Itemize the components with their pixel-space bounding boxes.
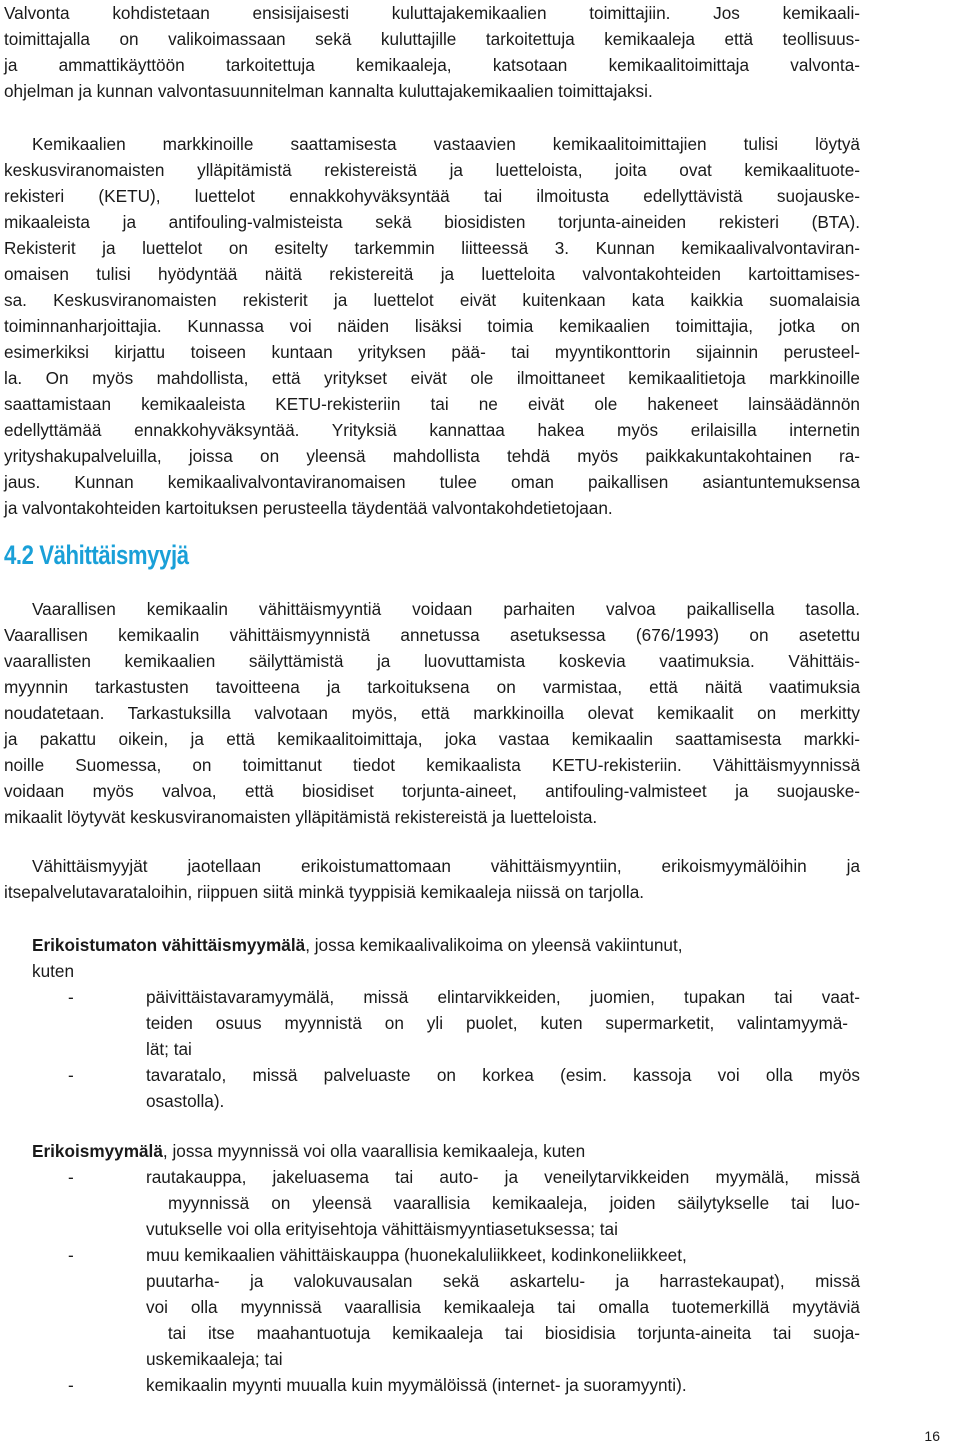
text-line: vaarallisten kemikaalien säilyttämistä ja luovuttamista koskevia vaatimuksia. Vähittäis- bbox=[4, 651, 860, 671]
bold-term: Erikoistumaton vähittäismyymälä bbox=[32, 935, 306, 955]
list-dash: - bbox=[68, 1167, 74, 1187]
list-item-line: myynnissä on yleensä vaarallisia kemikaaleja, joiden säilytykselle tai luo- bbox=[146, 1193, 860, 1213]
text-line: noille Suomessa, on toimittanut tiedot kemikaalista KETU-rekisteriin. Vähittäismyynnissä bbox=[4, 755, 860, 775]
text-line: yrityshakupalveluilla, joissa on yleensä mahdollista tehdä myös paikkakuntakohtainen ra- bbox=[4, 446, 860, 466]
text-line: jaus. Kunnan kemikaalivalvontaviranomaisen tulee oman paikallisen asiantuntemuksensa bbox=[4, 472, 860, 492]
text-line: rekisteri (KETU), luettelot ennakkohyväksyntää tai ilmoitusta edellyttävistä suojauske- bbox=[4, 186, 860, 206]
text-line: ohjelman ja kunnan valvontasuunnitelman kannalta kuluttajakemikaalien toimittajaksi. bbox=[4, 81, 653, 101]
text-line: toimittajalla on valikoimassaan sekä kuluttajille tarkoitettuja kemikaaleja että teollisuus- bbox=[4, 29, 860, 49]
text-line: la. On myös mahdollista, että yritykset eivät ole ilmoittaneet kemikaalitietoja markkinoille bbox=[4, 368, 860, 388]
text-line: ja ammattikäyttöön tarkoitettuja kemikaaleja, katsotaan kemikaalitoimittaja valvonta- bbox=[4, 55, 860, 75]
list-dash: - bbox=[68, 1245, 74, 1265]
text-line: mikaaleista ja antifouling-valmisteista sekä biosidisten torjunta-aineiden rekisteri (BTA). bbox=[4, 212, 860, 232]
text-line: itsepalvelutavarataloihin, riippuen siitä minkä tyyppisiä kemikaaleja niissä on tarjolla. bbox=[4, 882, 645, 902]
text-line: ja pakattu oikein, ja että kemikaalitoimittaja, joka vastaa kemikaalin saattamisesta markki- bbox=[4, 729, 860, 749]
list-item-line: voi olla myynnissä vaarallisia kemikaaleja tai omalla tuotemerkillä myytäviä bbox=[146, 1297, 860, 1317]
list-intro bbox=[32, 932, 683, 958]
text-line: Vaarallisen kemikaalin vähittäismyyntiä voidaan parhaiten valvoa paikallisella tasolla. bbox=[32, 599, 860, 619]
list-intro bbox=[32, 1138, 585, 1164]
text-line: myynnin tarkastusten tavoitteena ja tarkoituksena on varmistaa, että näitä vaatimuksia bbox=[4, 677, 860, 697]
list-item-line: rautakauppa, jakeluasema tai auto- ja veneilytarvikkeiden myymälä, missä bbox=[146, 1167, 860, 1187]
list-dash: - bbox=[68, 1065, 74, 1085]
text-line: edellyttämää ennakkohyväksyntää. Yrityksiä kannattaa hakea myös erilaisilla internetin bbox=[4, 420, 860, 440]
list-item-line: puutarha- ja valokuvausalan sekä askartelu- ja harrastekaupat), missä bbox=[146, 1271, 860, 1291]
text-line: kuten bbox=[32, 961, 75, 981]
list-item-line: vutukselle voi olla erityisehtoja vähittäismyyntiasetuksessa; tai bbox=[146, 1219, 618, 1239]
text-line: Valvonta kohdistetaan ensisijaisesti kuluttajakemikaalien toimittajiin. Jos kemikaali- bbox=[4, 3, 860, 23]
text-line: ja valvontakohteiden kartoituksen perusteella täydentää valvontakohdetietojaan. bbox=[4, 498, 613, 518]
list-item-line: muu kemikaalien vähittäiskauppa (huonekaluliikkeet, kodinkoneliikkeet, bbox=[146, 1245, 687, 1265]
text-line: mikaalit löytyvät keskusviranomaisten ylläpitämistä rekistereistä ja luetteloista. bbox=[4, 807, 598, 827]
text-line: omaisen tulisi hyödyntää näitä rekistereitä ja luetteloita valvontakohteiden kartoittamises- bbox=[4, 264, 860, 284]
list-dash: - bbox=[68, 1375, 74, 1395]
list-item-line: tai itse maahantuotuja kemikaaleja tai biosidisia torjunta-aineita tai suoja- bbox=[146, 1323, 860, 1343]
list-item-line: osastolla). bbox=[146, 1091, 225, 1111]
list-dash: - bbox=[68, 987, 74, 1007]
text-line: Vähittäismyyjät jaotellaan erikoistumattomaan vähittäismyyntiin, erikoismyymälöihin ja bbox=[32, 856, 860, 876]
text-line: Vaarallisen kemikaalin vähittäismyynnistä annetussa asetuksessa (676/1993) on asetettu bbox=[4, 625, 860, 645]
list-item-line: teiden osuus myynnistä on yli puolet, kuten supermarketit, valintamyymä- bbox=[146, 1013, 848, 1033]
list-item-line: tavaratalo, missä palveluaste on korkea (esim. kassoja voi olla myös bbox=[146, 1065, 860, 1085]
text-line: Rekisterit ja luettelot on esitelty tarkemmin liitteessä 3. Kunnan kemikaalivalvontaviran- bbox=[4, 238, 860, 258]
list-item-line: lät; tai bbox=[146, 1039, 192, 1059]
text-line: keskusviranomaisten ylläpitämistä rekistereistä ja luetteloista, joita ovat kemikaalituote- bbox=[4, 160, 860, 180]
list-item-line: uskemikaaleja; tai bbox=[146, 1349, 283, 1369]
text-line: noudatetaan. Tarkastuksilla valvotaan myös, että markkinoilla olevat kemikaalit on merkitty bbox=[4, 703, 860, 723]
text-span: , jossa myynnissä voi olla vaarallisia kemikaaleja, kuten bbox=[162, 1141, 586, 1161]
text-line: sa. Keskusviranomaisten rekisterit ja luettelot eivät kuitenkaan kata kaikkia suomalaisia bbox=[4, 290, 860, 310]
text-line: esimerkiksi kirjattu toiseen kuntaan yrityksen pää- tai myyntikonttorin sijainnin perusteel- bbox=[4, 342, 860, 362]
bold-term: Erikoismyymälä bbox=[32, 1141, 163, 1161]
page-number: 16 bbox=[924, 1428, 940, 1444]
text-line: Kemikaalien markkinoille saattamisesta vastaavien kemikaalitoimittajien tulisi löytyä bbox=[32, 134, 860, 154]
text-line: saattamistaan kemikaaleista KETU-rekisteriin tai ne eivät ole hakeneet lainsäädännön bbox=[4, 394, 860, 414]
list-item-line: päivittäistavaramyymälä, missä elintarvikkeiden, juomien, tupakan tai vaat- bbox=[146, 987, 860, 1007]
text-line: toiminnanharjoittajia. Kunnassa voi näiden lisäksi toimia kemikaalien toimittajia, jotka on bbox=[4, 316, 860, 336]
text-line: voidaan myös valvoa, että biosidiset torjunta-aineet, antifouling-valmisteet ja suojauske- bbox=[4, 781, 860, 801]
list-item-line: kemikaalin myynti muualla kuin myymälöissä (internet- ja suoramyynti). bbox=[146, 1375, 687, 1395]
text-span: , jossa kemikaalivalikoima on yleensä vakiintunut, bbox=[305, 935, 683, 955]
section-heading: 4.2 Vähittäismyyjä bbox=[4, 540, 189, 570]
